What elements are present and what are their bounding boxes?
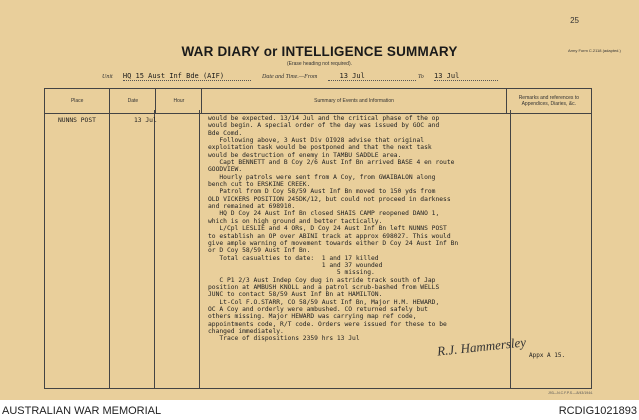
- summary-line: HQ D Coy 24 Aust Inf Bn closed SHAIS CAMP reopened DANO 1,: [208, 210, 440, 218]
- summary-line: Bde Comd.: [208, 129, 243, 137]
- summary-line: L/Cpl LESLIE and 4 ORs, D Coy 24 Aust Inf Bn left NUNNS POST: [208, 225, 447, 233]
- summary-line: position at AMBUSH KNOLL and a patrol scrub-bashed from WELLS: [208, 283, 440, 291]
- period-to-label: To: [418, 74, 424, 80]
- rule-bottom: [44, 388, 592, 389]
- rule-left: [44, 110, 45, 388]
- period-from-value: 13 Jul: [328, 72, 416, 81]
- summary-line: which is on high ground and better tactically.: [208, 217, 383, 225]
- entry-remarks: Appx A 15.: [529, 352, 566, 359]
- summary-line: give ample warning of movement towards either D Coy 24 Aust Inf Bn: [208, 239, 459, 247]
- summary-line: would begin. A special order of the day was issued by GOC and: [208, 122, 440, 130]
- entry-date: 13 Jul: [134, 117, 157, 124]
- column-place: Place: [45, 89, 110, 114]
- page-number: 25: [570, 16, 579, 25]
- summary-line: JUNC to contact 58/59 Aust Inf Bn at HAMILTON.: [208, 291, 383, 299]
- summary-line: Lt-Col F.O.STARR, CO 58/59 Aust Inf Bn, Major H.M. HEWARD,: [208, 298, 440, 306]
- unit-field: [102, 72, 251, 82]
- period-field: [262, 72, 416, 82]
- rule-hour-summary: [199, 110, 200, 388]
- summary-line: Total casualties to date: 1 and 17 killed: [208, 254, 379, 262]
- printer-mark: J93—N.C.F.P.S.—8/43/1944.: [548, 391, 594, 395]
- page-title: WAR DIARY or INTELLIGENCE SUMMARY: [181, 44, 458, 59]
- summary-line: C P1 2/3 Aust Indep Coy dug in astride track south of Jap: [208, 276, 436, 284]
- army-form-reference: Army Form C.2118 (adapted.): [568, 48, 621, 53]
- summary-line: changed immediately.: [208, 327, 284, 335]
- summary-line: GOODVIEW.: [208, 166, 243, 174]
- column-summary: Summary of Events and Information: [202, 89, 506, 114]
- rule-right: [591, 110, 592, 388]
- summary-line: 1 and 37 wounded: [208, 261, 383, 269]
- period-to-field: [418, 72, 498, 82]
- page-subtitle: (Erase heading not required).: [286, 61, 353, 67]
- entry-place: NUNNS POST: [58, 117, 96, 124]
- summary-line: Capt BENNETT and B Coy 2/6 Aust Inf Bn arrived BASE 4 en route: [208, 159, 455, 167]
- footer-record-id: RCDIG1021893: [558, 405, 637, 417]
- column-remarks: Remarks and references to Appendices, Diaries, &c.: [506, 89, 591, 114]
- footer-source: AUSTRALIAN WAR MEMORIAL: [2, 405, 162, 417]
- summary-line: to establish an OP over ABINI track at approx 698027. This would: [208, 232, 451, 240]
- signature: R.J. Hammersley: [436, 334, 527, 359]
- summary-line: others missing. Major HEWARD was carrying map ref code,: [208, 313, 417, 321]
- period-to-value: 13 Jul: [434, 72, 498, 81]
- summary-line: Following above, 3 Aust Div OI928 advise that original: [208, 137, 425, 145]
- rule-date-hour: [154, 110, 155, 388]
- entry-summary: [208, 115, 458, 343]
- summary-line: and remained at 698910.: [208, 203, 296, 211]
- summary-line: exploitation task would be postponed and that the next task: [208, 144, 432, 152]
- summary-line: OLD VICKERS POSITION 245DK/12, but could not proceed in darkness: [208, 195, 451, 203]
- summary-line: 5 missing.: [208, 269, 375, 277]
- period-label: Date and Time.—From: [262, 74, 318, 80]
- summary-line: would be destruction of enemy in TAMBU SADDLE area.: [208, 151, 402, 159]
- column-date: Date: [110, 89, 156, 114]
- summary-line: or D Coy 58/59 Aust Inf Bn.: [208, 247, 311, 255]
- summary-line: OC A Coy and orderly were ambushed. CO returned safely but: [208, 305, 428, 313]
- rule-place-date: [109, 110, 110, 388]
- unit-value: HQ 15 Aust Inf Bde (AIF): [123, 72, 251, 81]
- summary-line: bench cut to ERSKINE CREEK.: [208, 181, 311, 189]
- summary-line: appointments code, R/T code. Orders were issued for these to be: [208, 320, 447, 328]
- column-hour: Hour: [156, 89, 202, 114]
- summary-line: Trace of dispositions 2359 hrs 13 Jul: [208, 335, 360, 343]
- summary-line: would be expected. 13/14 Jul and the critical phase of the op: [208, 115, 440, 122]
- unit-label: Unit: [102, 74, 113, 80]
- summary-line: Hourly patrols were sent from A Coy, from GWAIBALON along: [208, 173, 436, 181]
- summary-line: Patrol from D Coy 58/59 Aust Inf Bn moved to 150 yds from: [208, 188, 436, 196]
